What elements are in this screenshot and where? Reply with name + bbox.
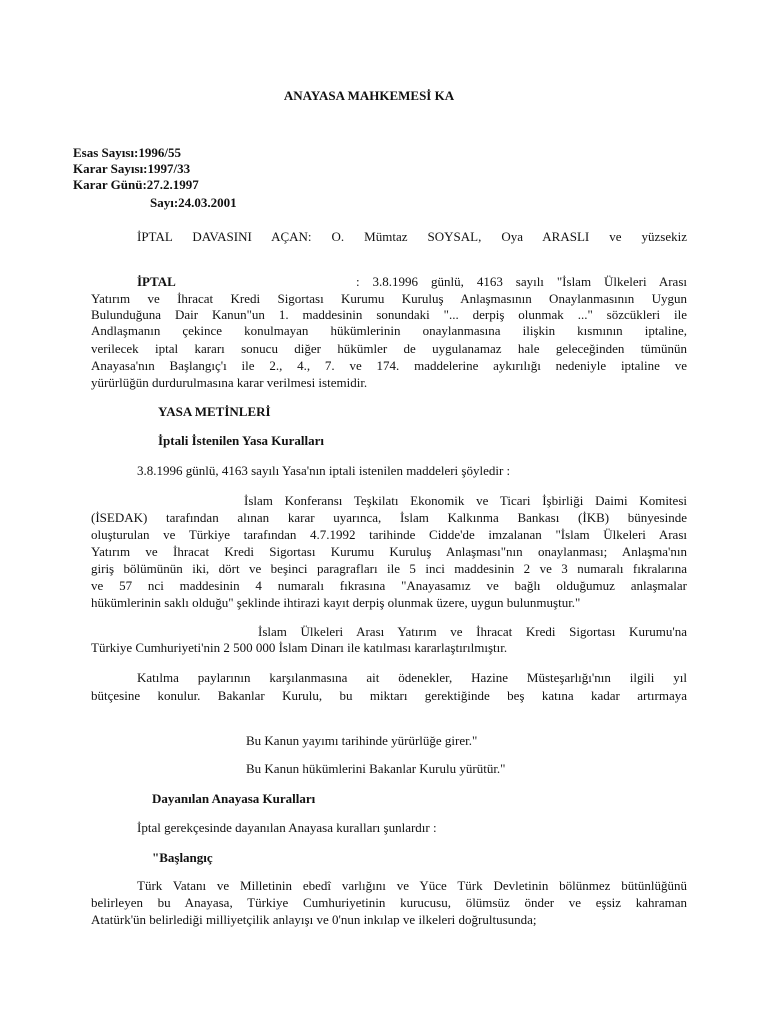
iptal-line: yürürlüğün durdurulmasına karar verilmesi istemidir. [91,375,368,390]
karar-sayisi: Karar Sayısı:1997/33 [73,161,191,176]
yasa-intro: 3.8.1996 günlü, 4163 sayılı Yasa'nın iptali istenilen maddeleri şöyledir : [137,463,511,478]
yasa-metinleri-heading: YASA METİNLERİ [158,404,271,419]
madde-line: (İSEDAK) tarafından alınan karar uyarınca, İslam Kalkınma Bankası (İKB) bünyesinde [91,510,687,525]
esas-sayisi: Esas Sayısı:1996/55 [73,145,181,160]
odenek-line: bütçesine konulur. Bakanlar Kurulu, bu miktarı gerektiğinde beş katına kadar artırmaya [91,688,687,703]
katilim-line: İslam Ülkeleri Arası Yatırım ve İhracat Kredi Sigortası Kurumu'na [258,624,687,639]
madde-line: ve 57 nci maddesinin 4 numaralı fıkrasına "Anayasamız ve bağlı olduğumuz anlaşmalar [91,578,687,593]
baslangic-line: Atatürk'ün belirlediği milliyetçilik anlayışı ve 0'nun inkılap ve ilkeleri doğrultusunda; [91,912,537,927]
dayanilan-intro: İptal gerekçesinde dayanılan Anayasa kuralları şunlardır : [137,820,437,835]
madde-line: oluşturulan ve Türkiye tarafından 4.7.1992 tarihinde Cidde'de imzalanan "İslam Ülkeleri Arası [91,527,687,542]
baslangic-heading: "Başlangıç [152,850,213,865]
resmi-gazete-sayi: Sayı:24.03.2001 [150,195,237,210]
odenek-line: Katılma paylarının karşılanmasına ait ödenekler, Hazine Müsteşarlığı'nın ilgili yıl [137,670,687,685]
iptal-line: Bulunduğuna Dair Kanun"un 1. maddesinin sonundaki "... derpiş olunmak ..." sözcükleri ile [91,307,687,322]
karar-gunu: Karar Günü:27.2.1997 [73,177,199,192]
iptali-istenilen-heading: İptali İstenilen Yasa Kuralları [158,433,325,448]
dayanilan-heading: Dayanılan Anayasa Kuralları [152,791,316,806]
yurutme-maddesi: Bu Kanun hükümlerini Bakanlar Kurulu yürütür." [246,761,506,776]
baslangic-line: Türk Vatanı ve Milletinin ebedî varlığını ve Yüce Türk Devletinin bölünmez bütünlüğünü [137,878,687,893]
katilim-line: Türkiye Cumhuriyeti'nin 2 500 000 İslam Dinarı ile katılması kararlaştırılmıştır. [91,640,508,655]
baslangic-line: belirleyen bu Anayasa, Türkiye Cumhuriyetinin kurucusu, ölümsüz önder ve eşsiz kahraman [91,895,687,910]
document-title: ANAYASA MAHKEMESİ KA [283,88,455,103]
madde-line: giriş bölümünün iki, dört ve beşinci paragrafları ile 5 inci maddesinin 2 ve 3 numaralı fıkralarına [91,561,687,576]
iptal-line: Andlaşmanın çekince konulmayan hükümlerinin onaylanmasına ilişkin kısmının iptaline, [91,323,687,338]
madde-line: İslam Konferansı Teşkilatı Ekonomik ve Ticari İşbirliği Daimi Komitesi [244,493,687,508]
iptal-line: : 3.8.1996 günlü, 4163 sayılı "İslam Ülkeleri Arası [356,274,687,289]
madde-line: Yatırım ve İhracat Kredi Sigortası Kurumu Kuruluş Anlaşması"nın onaylanması; Anlaşma'nın [91,544,687,559]
iptal-line: Yatırım ve İhracat Kredi Sigortası Kurumu Kuruluş Anlaşmasının Onaylanmasının Uygun [91,291,687,306]
iptal-line: verilecek iptal kararı sonucu diğer hükümler de uygulanamaz hale geleceğinden tümünün [91,341,687,356]
madde-line: hükümlerinin saklı olduğu" şeklinde ihtirazi kayıt derpiş olunmak üzere, uygun bulunmuştur." [91,595,581,610]
yururluk-maddesi: Bu Kanun yayımı tarihinde yürürlüğe girer." [246,733,478,748]
iptal-line: Anayasa'nın Başlangıç'ı ile 2., 4., 7. ve 174. maddelerine aykırılığı nedeniyle iptaline ve [91,358,687,373]
iptal-label: İPTAL [137,274,176,289]
davaci-line: İPTAL DAVASINI AÇAN: O. Mümtaz SOYSAL, Oya ARASLI ve yüzsekiz [137,229,687,244]
